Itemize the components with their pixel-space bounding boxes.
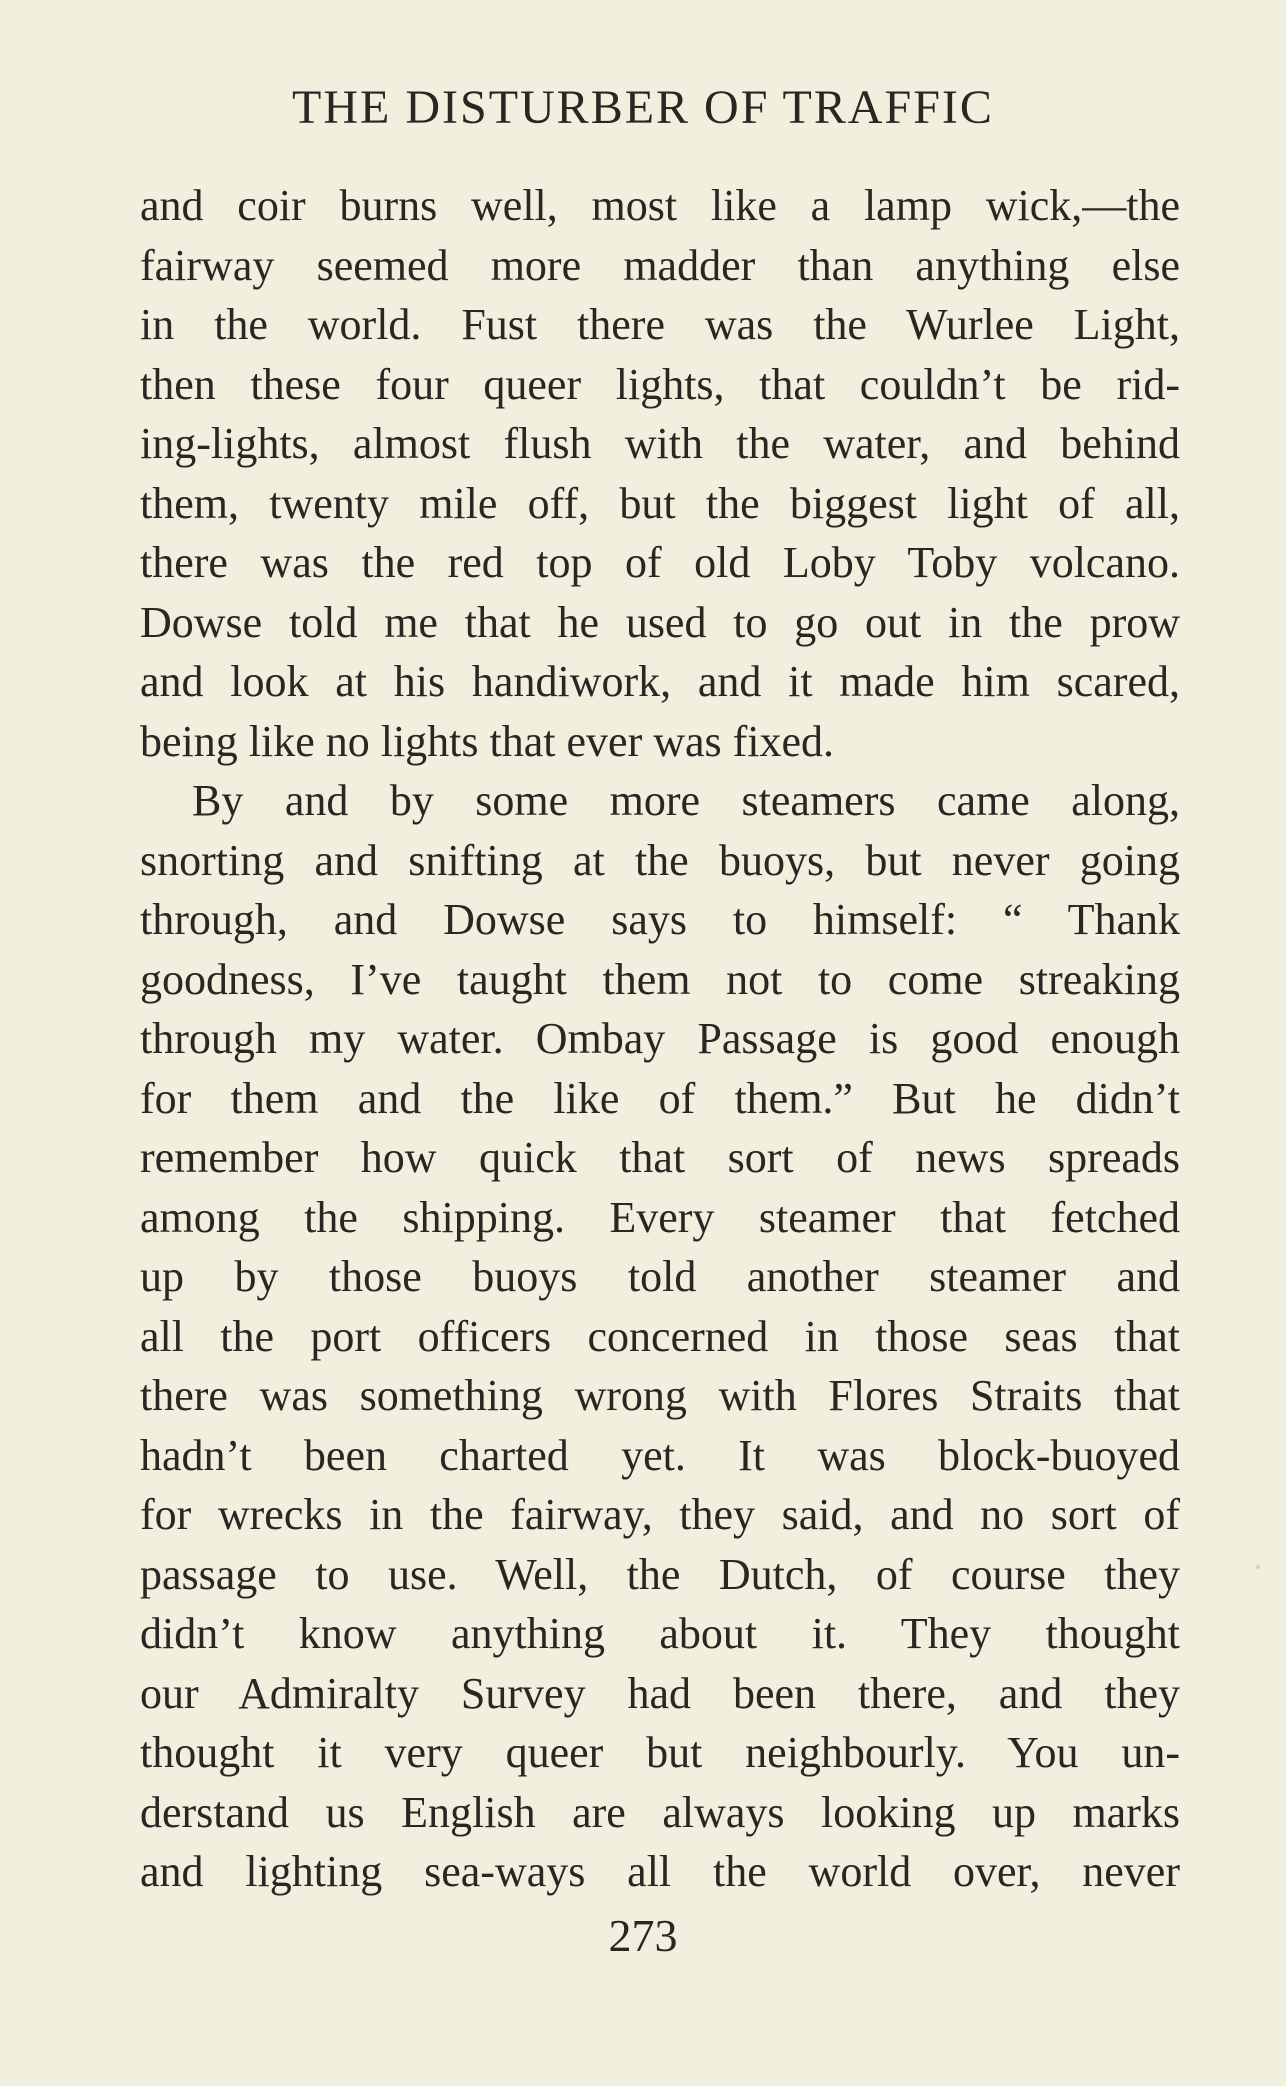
text-line: our Admiralty Survey had been there, and they [140,1668,1180,1718]
paper-speck [1256,1565,1260,1569]
text-line: through, and Dowse says to himself: “ Thank [140,895,1180,944]
body-text [140,176,1180,1902]
text-line: for them and the like of them.” But he didn’t [140,1073,1180,1123]
text-line: ing-lights, almost flush with the water, and behind [140,419,1180,468]
text-line: goodness, I’ve taught them not to come streaking [140,954,1180,1004]
text-line: up by those buoys told another steamer and [140,1252,1180,1301]
text-line: all the port officers concerned in those seas that [140,1311,1180,1361]
text-line: snorting and snifting at the buoys, but never going [140,835,1180,885]
text-line: through my water. Ombay Passage is good enough [140,1014,1180,1063]
running-head: THE DISTURBER OF TRAFFIC [292,81,994,134]
text-line: in the world. Fust there was the Wurlee Light, [140,300,1180,349]
text-line-paragraph-end: being like no lights that ever was fixed. [140,716,835,766]
text-line: passage to use. Well, the Dutch, of course they [140,1549,1180,1599]
page-number: 273 [608,1910,678,1961]
text-line: Dowse told me that he used to go out in the prow [140,597,1180,647]
text-line: among the shipping. Every steamer that fetched [140,1192,1180,1242]
text-line-paragraph-start: By and by some more steamers came along, [192,776,1180,825]
text-line: derstand us English are always looking up marks [140,1787,1180,1837]
text-line: didn’t know anything about it. They thought [140,1609,1180,1658]
text-line: them, twenty mile off, but the biggest light of all, [140,478,1180,528]
text-line: thought it very queer but neighbourly. You un- [140,1728,1180,1777]
text-line: remember how quick that sort of news spreads [140,1133,1180,1182]
text-line: then these four queer lights, that couldn’t be rid- [140,359,1180,409]
text-line: hadn’t been charted yet. It was block-buoyed [140,1430,1180,1480]
text-line: fairway seemed more madder than anything else [140,240,1180,290]
text-line: and coir burns well, most like a lamp wick,—the [140,181,1180,230]
text-line: and lighting sea-ways all the world over, never [140,1847,1180,1896]
text-line: there was the red top of old Loby Toby volcano. [140,538,1180,587]
text-line: there was something wrong with Flores Straits that [140,1371,1180,1420]
text-line: and look at his handiwork, and it made him scared, [140,657,1180,706]
text-line: for wrecks in the fairway, they said, and no sort of [140,1490,1180,1539]
